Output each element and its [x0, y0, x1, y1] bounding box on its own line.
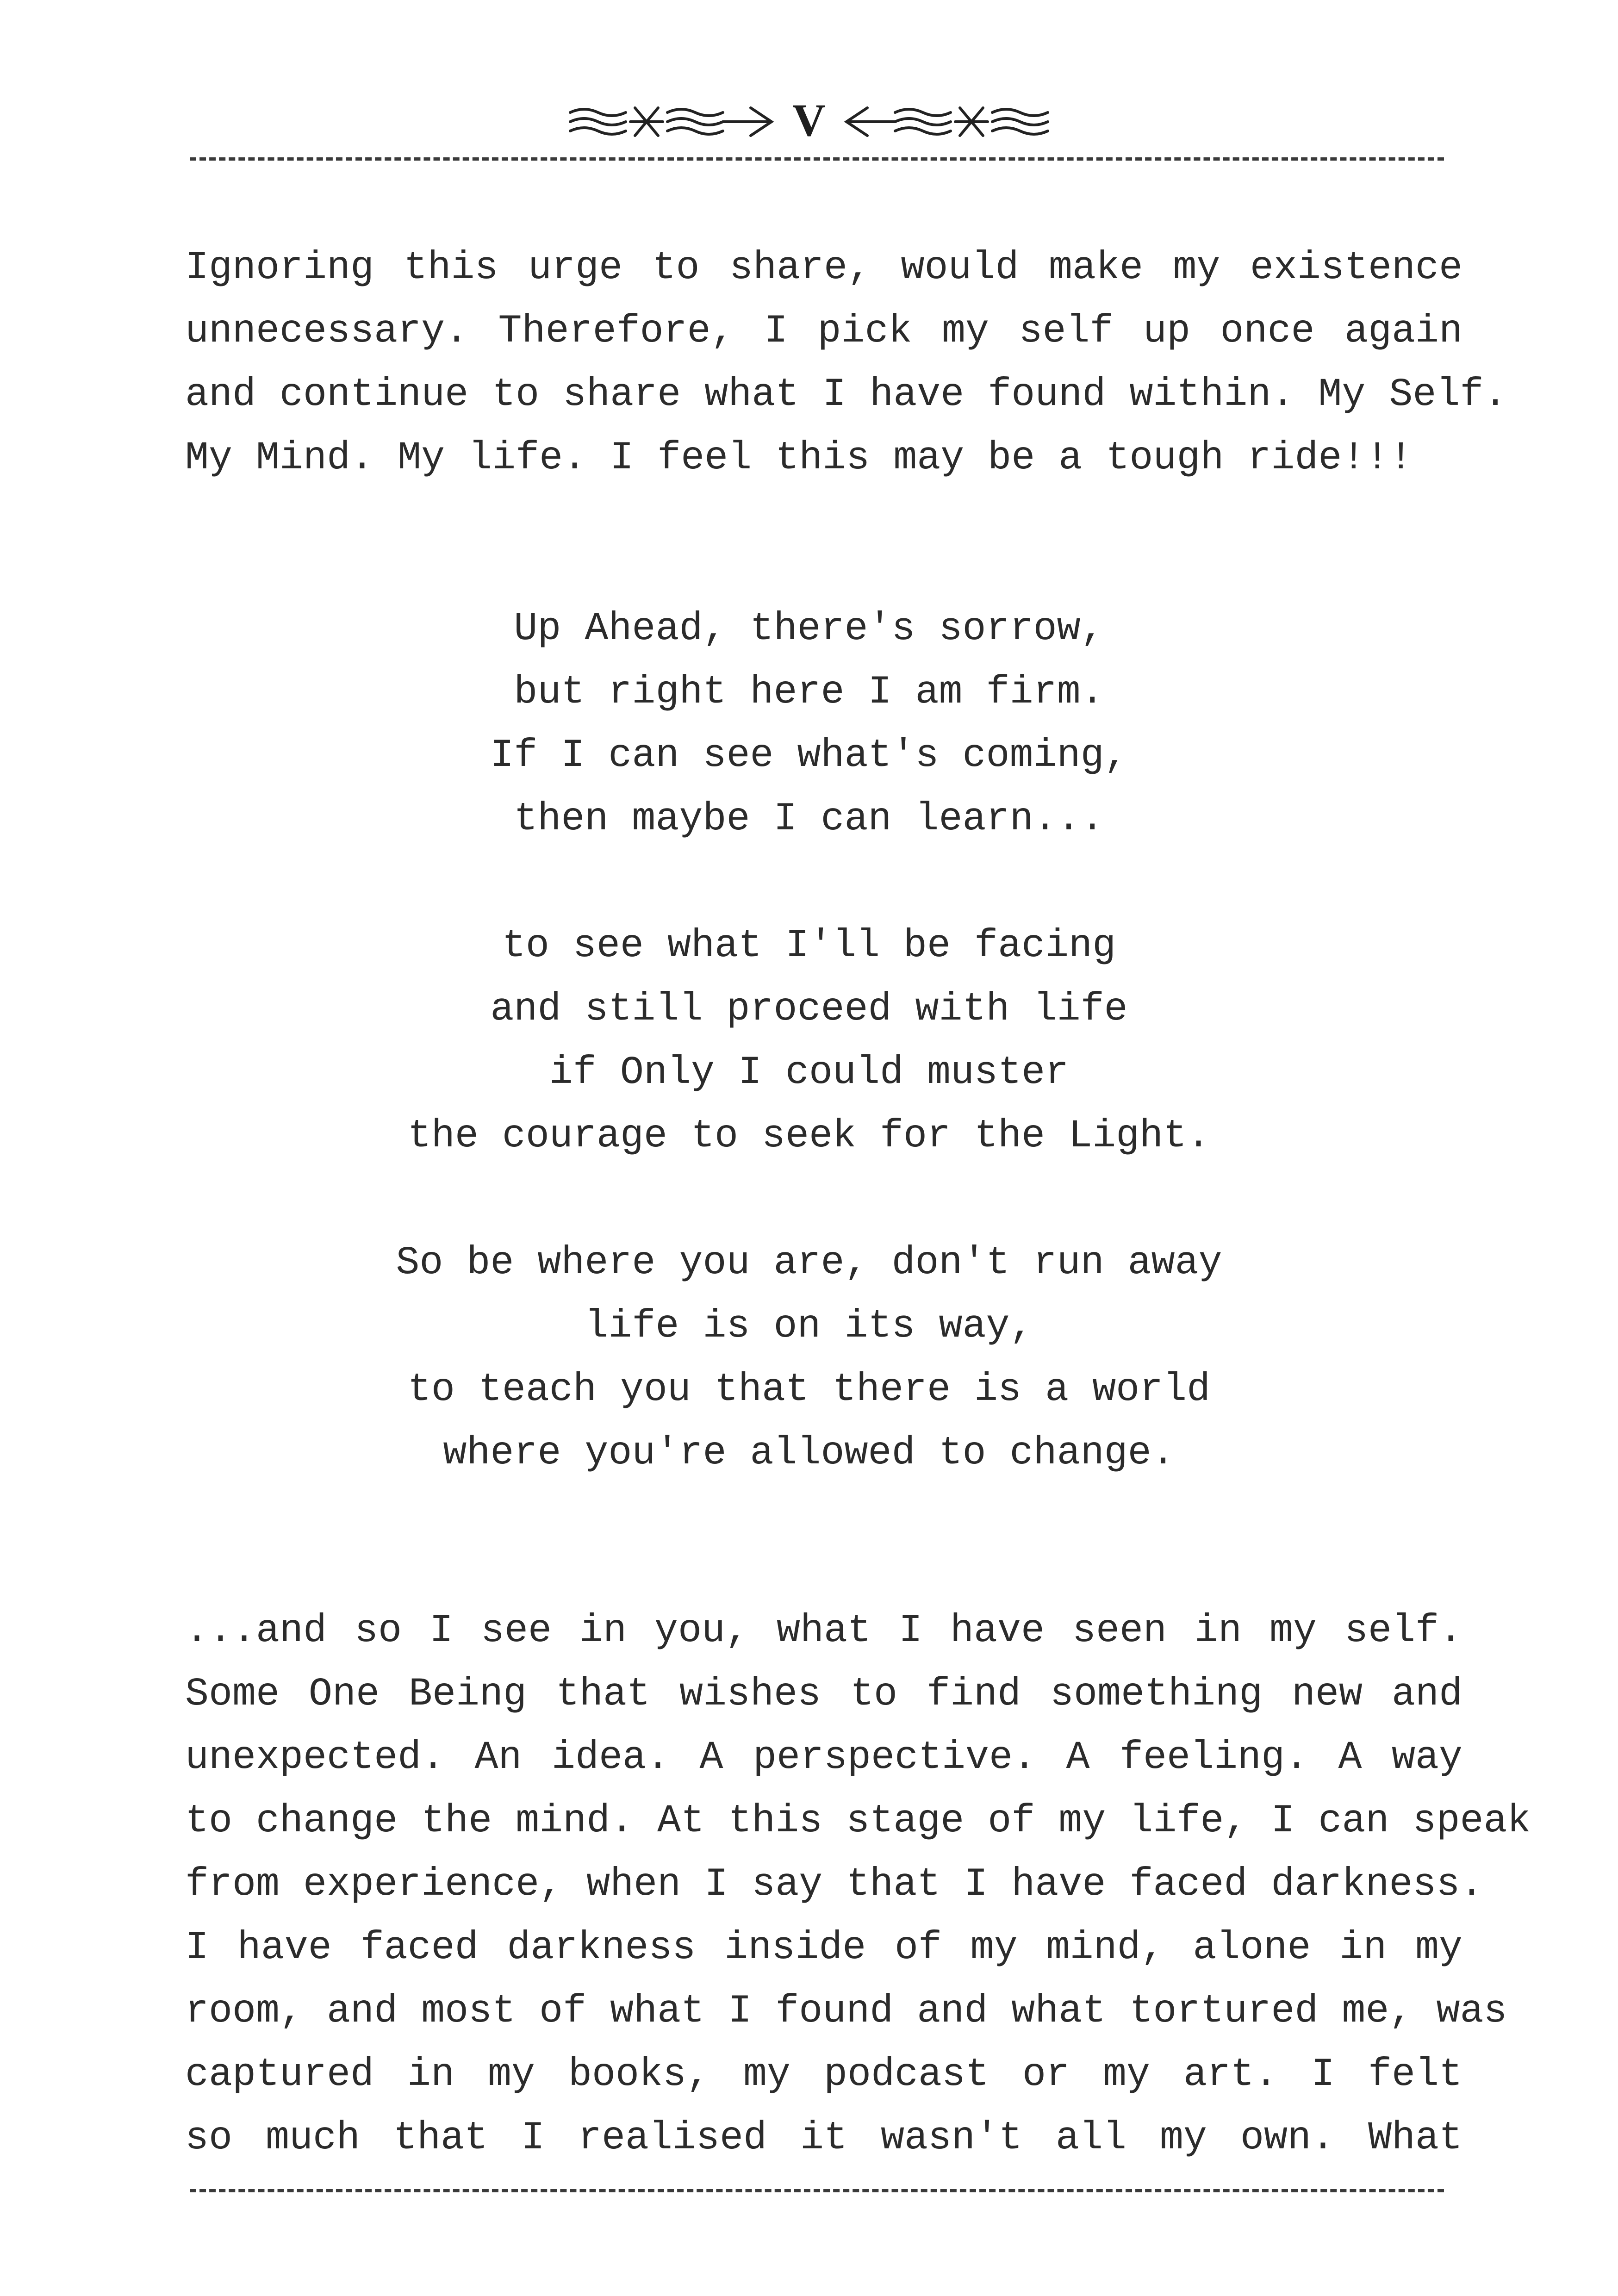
intro-paragraph — [185, 236, 1507, 490]
intro-line: and continue to share what I have found within. My Self. — [185, 372, 1507, 417]
closing-paragraph — [185, 1599, 1531, 2170]
poem-line: but right here I am firm. — [514, 670, 1104, 715]
bottom-dashed-divider — [190, 2189, 1444, 2192]
closing-line: Some One Being that wishes to find something new and — [185, 1672, 1462, 1717]
right-flourish-ornament — [840, 95, 1052, 146]
poem-line: and still proceed with life — [490, 987, 1128, 1032]
poem-stanza-2 — [0, 914, 1618, 1168]
poem-line: If I can see what's coming, — [490, 733, 1128, 778]
poem-line: to teach you that there is a world — [407, 1367, 1211, 1412]
intro-line: My Mind. My life. I feel this may be a tough ride!!! — [185, 436, 1413, 480]
closing-line: from experience, when I say that I have faced darkness. — [185, 1862, 1484, 1907]
top-dashed-divider — [190, 157, 1444, 161]
closing-line: so much that I realised it wasn't all my own. What — [185, 2116, 1462, 2160]
chapter-header — [0, 93, 1618, 148]
closing-line: room, and most of what I found and what tortured me, was — [185, 1989, 1507, 2034]
closing-line: I have faced darkness inside of my mind, alone in my — [185, 1925, 1462, 1970]
closing-line: to change the mind. At this stage of my life, I can speak — [185, 1798, 1531, 1843]
closing-line: captured in my books, my podcast or my art. I felt — [185, 2052, 1462, 2097]
intro-line: unnecessary. Therefore, I pick my self up once again — [185, 309, 1462, 354]
poem-stanza-1 — [0, 597, 1618, 851]
closing-line: ...and so I see in you, what I have seen in my self. — [185, 1608, 1462, 1653]
poem-line: if Only I could muster — [549, 1050, 1069, 1095]
poem-stanza-3 — [0, 1231, 1618, 1485]
poem-line: So be where you are, don't run away — [396, 1240, 1222, 1285]
left-flourish-ornament — [566, 95, 778, 146]
poem-line: life is on its way, — [585, 1304, 1033, 1349]
poem-line: then maybe I can learn... — [514, 796, 1104, 841]
poem-line: where you're allowed to change. — [443, 1431, 1175, 1475]
intro-line: Ignoring this urge to share, would make my existence — [185, 245, 1462, 290]
poem-line: the courage to seek for the Light. — [407, 1114, 1211, 1158]
chapter-numeral: V — [792, 94, 826, 146]
poem-line: Up Ahead, there's sorrow, — [514, 606, 1104, 651]
poem-line: to see what I'll be facing — [502, 923, 1116, 968]
closing-line: unexpected. An idea. A perspective. A feeling. A way — [185, 1735, 1462, 1780]
